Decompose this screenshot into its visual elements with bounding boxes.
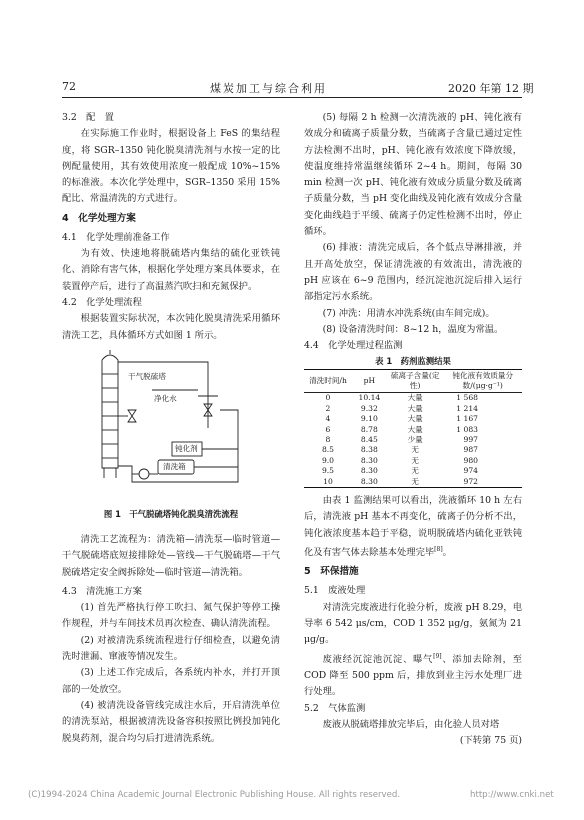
table-header: 硫离子含量(定性)	[387, 370, 444, 393]
wastewater-text-a: 废液经沉淀池沉淀、曝气	[322, 653, 434, 665]
figure-1	[88, 350, 278, 500]
table-cell: 8.45	[360, 435, 378, 445]
section-4-3-title: 4.3 清洗施工方案	[62, 585, 142, 597]
item-3: (3) 上述工作完成后，各系统内补水，并打开顶部的一处放空。	[62, 667, 280, 695]
table-header-row	[304, 370, 522, 393]
table-row	[304, 456, 522, 466]
table-header: 清洗时间/h	[304, 370, 352, 393]
table-cell: 大量	[407, 393, 423, 403]
table-cell: 无	[411, 455, 419, 465]
table-cell: 8.5	[321, 445, 335, 455]
section-4-2-text: 根据装置实际状况，本次钝化脱臭清洗采用循环清洗工艺，具体循环方式如图 1 所示。	[62, 313, 280, 341]
section-3-2-title: 3.2 配 置	[62, 112, 114, 123]
table-row	[304, 466, 522, 476]
journal-title: 煤炭加工与综合利用	[210, 82, 327, 95]
table-row	[304, 477, 522, 488]
table-cell: 无	[411, 445, 419, 455]
table-cell: 980	[463, 455, 478, 465]
table-cell: 大量	[407, 403, 423, 413]
section-4-1-title: 4.1 化学处理前准备工作	[62, 231, 170, 243]
table-cell: 1 083	[456, 424, 478, 434]
issue-label: 2020 年第 12 期	[448, 82, 534, 95]
footer-url: http://www.cnki.net	[470, 790, 554, 800]
section-5-1-text: 对清洗完废液进行化验分析，废液 pH 8.29，电导率 6 542 μs/cm，COD 1 352 μg/g，氨氮为 21 μg/g。	[304, 601, 522, 646]
label-agent: 钝化剂	[175, 444, 198, 453]
tower-shape	[102, 355, 118, 468]
table-cell: 大量	[407, 424, 423, 434]
label-tower: 干气脱硫塔	[128, 372, 166, 381]
section-5-1-title: 5.1 废液处理	[304, 585, 366, 597]
footer-copyright: (C)1994-2024 China Academic Journal Electronic Publishing House. All rights reserved.	[28, 790, 401, 800]
table-cell: 987	[463, 445, 478, 455]
page-number: 72	[62, 80, 76, 93]
item-2: (2) 对被清洗系统流程进行仔细检查，以避免清洗时泄漏、窜液等情况发生。	[62, 634, 280, 663]
table-1	[304, 369, 522, 488]
continued-note: (下转第 75 页)	[459, 735, 522, 747]
table-body	[304, 393, 522, 488]
table-cell: 8.38	[360, 445, 378, 455]
table-cell: 9.32	[360, 403, 378, 413]
table-cell: 4	[325, 414, 331, 424]
table-cell: 8.30	[360, 466, 378, 476]
flow-diagram	[88, 350, 278, 500]
item-6: (6) 排液：清洗完成后，各个低点导淋排液，并且开高处放空，保证清洗液的有效流出，清洗液的 pH 应该在 6~9 范围内，经沉淀池沉淀后排入运行部指定污水系统。	[304, 242, 522, 303]
wastewater-text-b: 、添加去除剂，至 COD 降至 500 ppm 后，排放到业主污水处理厂进行处理。	[304, 653, 522, 698]
table-discussion-text: 由表 1 监测结果可以看出，洗液循环 10 h 左右后，清洗液 pH 基本不再变化，硫离子仍分析不出，钝化液浓度基本趋于平稳，说明脱硫塔内硫化亚铁钝化及有害气体去除基本处理完毕	[304, 495, 522, 559]
left-column-lower	[62, 532, 280, 747]
table-1-caption: 表 1 药剂监测结果	[375, 356, 451, 367]
table-cell: 大量	[407, 414, 423, 424]
section-5-2-title: 5.2 气体监测	[304, 702, 366, 714]
table-cell: 972	[463, 476, 478, 486]
table-row	[304, 404, 522, 414]
label-tank: 清洗箱	[163, 462, 186, 471]
table-cell: 8.30	[360, 455, 378, 465]
figure-1-caption: 图 1 干气脱硫塔钝化脱臭清洗流程	[103, 509, 239, 519]
citation-8: [8]	[434, 546, 443, 553]
right-column	[304, 110, 522, 749]
section-4-1-text: 为有效、快速地将脱硫塔内集结的硫化亚铁钝化、消除有害气体，根据化学处理方案具体要求，在装置停产后，进行了高温蒸汽吹扫和充氮保护。	[62, 248, 280, 292]
table-cell: 0	[325, 393, 331, 403]
header-rule	[62, 97, 522, 98]
item-1: (1) 首先严格执行停工吹扫、氮气保护等停工操作规程，并与车间技术员再次检查、确认清洗流程。	[62, 602, 280, 630]
table-cell: 10.14	[358, 393, 381, 403]
table-row	[304, 445, 522, 455]
table-cell: 无	[411, 466, 419, 476]
table-discussion-end: 。	[442, 547, 452, 559]
section-4-2-title: 4.2 化学处理流程	[62, 296, 142, 308]
left-column	[62, 110, 280, 344]
table-header: pH	[352, 370, 387, 393]
table-cell: 9.5	[321, 466, 335, 476]
item-5: (5) 每隔 2 h 检测一次清洗液的 pH、钝化液有效成分和硫离子质量分数，当硫离子含量已通过定性方法检测不出时，pH、钝化液有效浓度下降放缓，使温度维持常温继续循环 2~4 h。期间，每隔 30 min 检测一次 pH、钝化液有效成分质量分数及硫离子质量分数，当 pH 变化曲线及钝化液有效成分含量变化曲线趋于平缓、硫离子仍定性检测不出时，停止循环。	[304, 112, 522, 238]
label-water: 净化水	[154, 394, 177, 403]
item-7: (7) 冲洗：用清水冲洗系统(由车间完成)。	[322, 307, 495, 319]
table-row	[304, 414, 522, 424]
table-cell: 1 214	[456, 403, 478, 413]
table-cell: 6	[325, 424, 331, 434]
section-4-4-title: 4.4 化学处理过程监测	[304, 340, 403, 352]
item-4: (4) 被清洗设备管线完成注水后，开启清洗单位的清洗泵站，根据被清洗设备容积按照比例投加钝化脱臭药剂，混合均匀后打进清洗系统。	[62, 699, 280, 744]
table-cell: 1 167	[456, 414, 478, 424]
table-cell: 10	[323, 476, 333, 486]
table-cell: 8.30	[360, 476, 378, 486]
table-cell: 2	[325, 403, 331, 413]
item-8: (8) 设备清洗时间：8~12 h，温度为常温。	[322, 323, 504, 335]
table-cell: 9.0	[321, 455, 335, 465]
table-row	[304, 435, 522, 445]
table-cell: 8.78	[360, 424, 378, 434]
section-3-2-text: 在实际施工作业时，根据设备上 FeS 的集结程度，将 SGR–1350 钝化脱臭清洗剂与水按一定的比例配量使用，其有效使用浓度一般配成 10%~15% 的标准液。本次化学处理中，SGR–1350 采用 15% 配比、常温清洗的方式进行。	[62, 128, 280, 205]
table-row	[304, 393, 522, 404]
citation-9: [9]	[433, 652, 442, 660]
table-cell: 997	[463, 435, 478, 445]
table-header: 钝化液有效质量分数/(μg·g⁻¹)	[444, 370, 523, 393]
table-row	[304, 425, 522, 435]
section-5-title: 5 环保措施	[304, 566, 359, 578]
section-5-1-text-2	[304, 649, 522, 701]
section-4-title: 4 化学处理方案	[62, 212, 136, 224]
flow-text: 清洗工艺流程为：清洗箱—清洗泵—临时管道—干气脱硫塔底短接排除处—管线—干气脱硫塔—干气脱硫塔定安全阀拆除处—临时管道—清洗箱。	[62, 534, 280, 578]
table-cell: 少量	[407, 435, 423, 445]
table-cell: 无	[411, 476, 419, 486]
table-cell: 1 568	[456, 393, 478, 403]
table-cell: 974	[463, 466, 478, 476]
table-discussion	[304, 493, 522, 561]
table-cell: 8	[325, 435, 331, 445]
section-5-2-text: 废液从脱硫塔排放完毕后，由化验人员对塔	[322, 718, 500, 730]
table-cell: 9.10	[360, 414, 378, 424]
